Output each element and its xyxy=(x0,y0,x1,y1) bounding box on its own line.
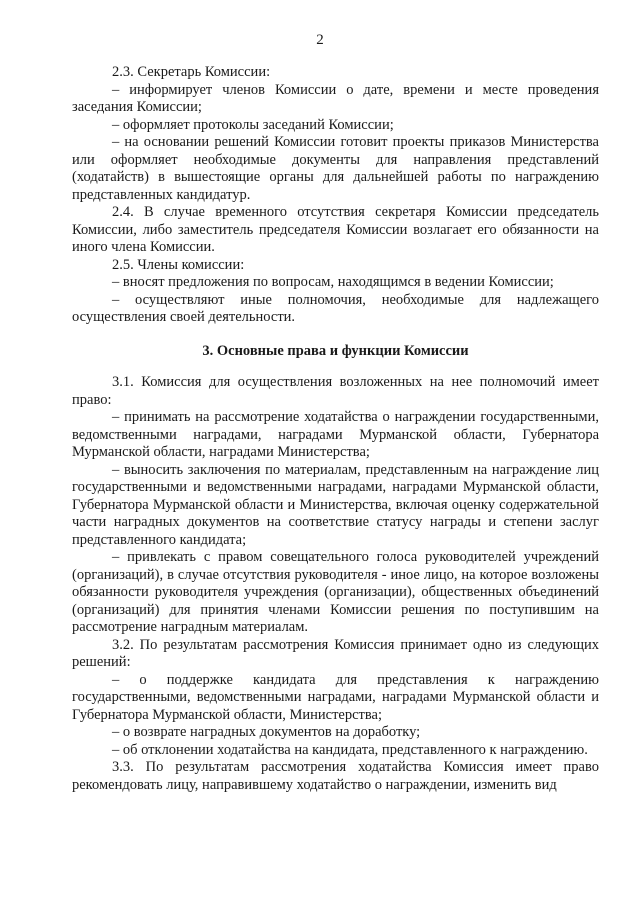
paragraph-2-5-item-2: – осуществляют иные полномочия, необходимые для надлежащего осуществления своей деятельности. xyxy=(72,291,599,325)
section-heading: 3. Основные права и функции Комиссии xyxy=(202,342,469,359)
paragraph-2-3-item-1: – информирует членов Комиссии о дате, времени и месте проведения заседания Комиссии; xyxy=(72,81,599,115)
paragraph-3-1-item-3: – привлекать с правом совещательного голоса руководителей учреждений (организаций), в случае отсутствия руководителя - иное лицо, на которое возложены обязанности руководителя учреждения (организации), общественных объединений (организаций) для принятия членами Комиссии решения по поступившим на рассмотрение наградным материалам. xyxy=(72,549,599,635)
paragraph-3-2-item-3: – об отклонении ходатайства на кандидата, представленного к награждению. xyxy=(112,741,588,758)
paragraph-3-1: 3.1. Комиссия для осуществления возложенных на нее полномочий имеет право: xyxy=(72,374,599,408)
paragraph-2-5-item-1: – вносят предложения по вопросам, находящимся в ведении Комиссии; xyxy=(112,274,554,290)
page-number: 2 xyxy=(316,32,324,48)
paragraph-3-2-item-2: – о возврате наградных документов на доработку; xyxy=(112,724,421,740)
paragraph-3-3: 3.3. По результатам рассмотрения ходатайства Комиссия имеет право рекомендовать лицу, направившему ходатайство о награждении, изменить вид xyxy=(72,759,599,793)
paragraph-2-3-item-2: – оформляет протоколы заседаний Комиссии; xyxy=(112,116,394,133)
document-body xyxy=(72,64,599,794)
paragraph-2-3-item-3: – на основании решений Комиссии готовит проекты приказов Министерства или оформляет необходимые документы для направления представлений (ходатайств) в вышестоящие органы для дальнейшей работы по награждению представленных кандидатур. xyxy=(72,134,599,203)
paragraph-2-5: 2.5. Члены комиссии: xyxy=(112,256,245,273)
paragraph-3-2-item-1: – о поддержке кандидата для представления к награждению государственными, ведомственными наградами, наградами Мурманской области и Губернатора Мурманской области, Министерства; xyxy=(72,671,599,723)
paragraph-3-1-item-1: – принимать на рассмотрение ходатайства о награждении государственными, ведомственными наградами, наградами Мурманской области, Губернатора Мурманской области, наградами Министерства; xyxy=(72,409,599,460)
paragraph-2-4: 2.4. В случае временного отсутствия секретаря Комиссии председатель Комиссии, либо заместитель председателя Комиссии возлагает его обязанности на иного члена Комиссии. xyxy=(72,204,599,255)
paragraph-2-3: 2.3. Секретарь Комиссии: xyxy=(112,64,271,80)
paragraph-3-2: 3.2. По результатам рассмотрения Комиссия принимает одно из следующих решений: xyxy=(72,636,599,670)
paragraph-3-1-item-2: – выносить заключения по материалам, представленным на награждение лиц государственными и ведомственными наградами, наградами Мурманской области, Губернатора Мурманской области и Министерства, включая оценку содержательной части наградных документов на соответствие статусу награды и степени заслуг представленного кандидата; xyxy=(72,461,599,548)
